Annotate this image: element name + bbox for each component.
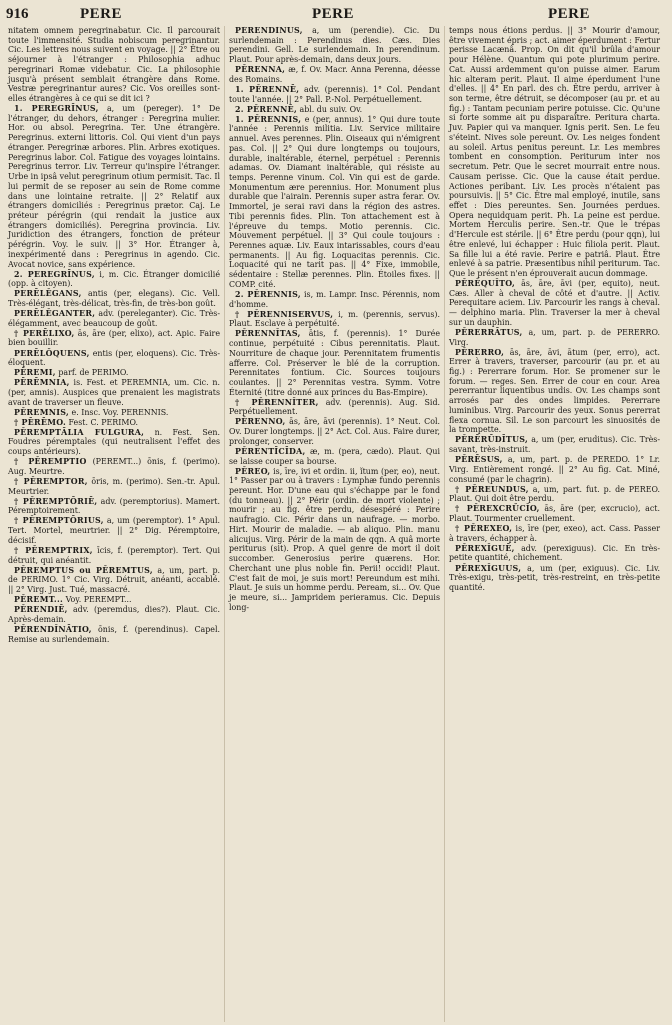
entry-definition: a, um (per, exiguus). Cic. Liv. Très-exigu, très-petit, très-restreint, en très-petite quantité. xyxy=(449,563,660,592)
entry-headword: PĔRENNA, xyxy=(235,65,286,75)
entry-headword: PĔRENDĬNUS, xyxy=(235,26,303,35)
running-headword-center: PERE xyxy=(312,6,355,22)
dictionary-entry xyxy=(8,270,220,289)
dictionary-entry xyxy=(229,398,440,417)
entry-headword: † PĔREXEO, xyxy=(455,524,513,534)
entry-definition: a, um, part. fut. p. de PEREO. Plaut. Qui doit être perdu. xyxy=(449,484,660,504)
dictionary-entry xyxy=(8,104,220,269)
running-headword-right: PERE xyxy=(548,6,591,22)
entry-definition: temps nous étions perdus. || 3° Mourir d'amour, être vivement épris ; act. aimer éperdument : Fertur perisse Lacænâ. Prop. On dit qu'il brûla d'amour pour Hélène. Quantum qui pote plurimum perire. Cat. Aussi ardemment qu'on puisse aimer. Earum hic alteram perit. Plaut. Il aime éperdument l'une d'elles. || 4° En parl. des ch. Être perdu, arriver à son terme, être détruit, se décomposer (au pr. et au fig.) : Tantam pecuniam perire potuisse. Cic. Qu'une si forte somme ait pu disparaître. Peritura charta. Juv. Papier qui va manquer. Ignis perit. Sen. Le feu s'éteint. Nives sole pereunt. Ov. Les neiges fondent au soleil. Artus penitus pereunt. Lr. Les membres tombent en consomption. Periturum inter nos secretum. Petr. Que le secret mourrait entre nous. Causam perisse. Cic. Que la cause était perdue. Actiones peribant. Liv. Les procès n'étaient pas poursuivis. || 5° Cic. Être mal employé, inutile, sans effet : Dies pereuntes. Sen. Journées perdues. Opera nequidquam perit. Ph. La peine est perdue. Mortem Herculis perire. Sen.-tr. Que le trépas d'Hercule est stérile. || 6° Être perdu (pour qqn), lui être enlevé, lui échapper : Huic filiola perit. Plaut. Sa fille lui a été ravie. Perire e patriâ. Plaut. Être enlevé à sa patrie. Præsentibus nihil periturum. Tac. Que le présent n'en éprouverait aucun dommage. xyxy=(449,26,660,278)
column-right xyxy=(444,26,664,1022)
dictionary-entry xyxy=(449,564,660,593)
dictionary-entry xyxy=(8,349,220,368)
entry-definition: is, īre (per, exeo), act. Cass. Passer à travers, échapper à. xyxy=(449,524,660,543)
dictionary-entry xyxy=(8,378,220,407)
entry-definition: īcis, f. (peremptor). Tert. Qui détruit, qui anéantit. xyxy=(8,545,221,565)
entry-definition: (PEREMT...) ōnis, f. (perimo). Aug. Meurtre. xyxy=(8,457,220,476)
page-number: 916 xyxy=(6,6,29,22)
entry-definition: adv. (perennis). 1° Col. Pendant toute l'année. || 2° Pall. P.-Nol. Perpétuellement. xyxy=(229,84,440,104)
dictionary-entry xyxy=(8,477,220,496)
entry-definition: a, um, part. p. de PERERRO. Virg. xyxy=(449,327,660,347)
dictionary-entry xyxy=(8,497,220,516)
dictionary-entry xyxy=(8,428,220,457)
dictionary-entry xyxy=(229,65,440,84)
dictionary-entry xyxy=(8,595,220,605)
entry-headword: 1. PĔRENNĒ, xyxy=(235,84,300,94)
text-columns xyxy=(4,26,668,1022)
entry-definition: adv. (pereleganter). Cic. Très-élégamment, avec beaucoup de goût. xyxy=(8,309,220,328)
entry-headword: PĔRENDIĒ, xyxy=(14,605,68,615)
dictionary-entry xyxy=(449,485,660,504)
running-headword-left: PERE xyxy=(80,6,123,22)
dictionary-entry xyxy=(229,115,440,290)
entry-definition: ās, āre, āvi (per, equito), neut. Cæs. Aller à cheval de côté et d'autre. || Activ. Perequitare aciem. Liv. Parcourir les rangs à cheval. — delphino maria. Plin. Traverser la mer à cheval sur un dauphin. xyxy=(449,278,660,327)
dictionary-entry xyxy=(229,447,440,466)
entry-headword: 2. PEREGRĪNUS, xyxy=(14,269,95,279)
dictionary-entry xyxy=(8,309,220,328)
entry-definition: abl. du suiv. Ov. xyxy=(299,104,363,114)
dictionary-entry xyxy=(8,457,220,476)
entry-headword: † PĒRĒMO. xyxy=(14,417,66,427)
dictionary-entry xyxy=(8,26,220,104)
entry-headword: 2. PĔRENNIS, xyxy=(235,289,301,299)
entry-headword: PĔREXĬGUĒ, xyxy=(455,543,515,553)
dictionary-entry xyxy=(229,26,440,65)
entry-headword: PĔRERRO, xyxy=(455,347,505,357)
entry-headword: † PĔREUNDUS, xyxy=(455,484,529,494)
entry-headword: † PĔREMPTŌRIĒ, xyxy=(14,496,98,506)
dictionary-entry xyxy=(229,105,440,115)
entry-headword: PĔREMNIS, xyxy=(14,407,70,417)
entry-headword: PĔRENNĬTAS, xyxy=(235,329,301,339)
dictionary-entry xyxy=(229,467,440,613)
entry-definition: i, m. (perennis, servus). Plaut. Esclave à perpétuité. xyxy=(229,309,441,329)
entry-definition: ās, āre, āvi, ātum (per, erro), act. Errer à travers, traverser, parcourir (au pr. et au fig.) : Pererrare forum. Hor. Se promener sur le forum. — reges. Sen. Errer de cour en cour. Area pererrantur liquentibus undis. Ov. Les champs sont arrosés par des ondes limpides. Pererrare luminibus. Virg. Parcourir des yeux. Sonus pererrat flexa cornua. Sil. Le son parcourt les sinuosités de la trompette. xyxy=(449,347,660,435)
dictionary-entry xyxy=(8,625,220,644)
entry-definition: ās, āre, āvi (perennis). 1° Neut. Col. Ov. Durer longtemps. || 2° Act. Col. Aus. Faire durer, prolonger, conserver. xyxy=(229,417,440,446)
entry-definition: antis (per, elegans). Cic. Vell. Très-élégant, très-délicat, très-fin, de très-bon goût. xyxy=(8,289,220,309)
entry-definition: ātis, f. (perennis). 1° Durée continue, perpétuité : Cibus perennitatis. Plaut. Nourriture de chaque jour. Perennitatem frumentis afferre. Col. Préserver le blé de la corruption. Perennitates fontium. Cic. Sources toujours coulantes. || 2° Perennitas vestra. Symm. Votre Éternité (titre donné aux princes du Bas-Empire). xyxy=(229,329,441,397)
entry-headword: † PĔREMPTŌRIUS, xyxy=(14,516,104,526)
entry-definition: Voy. PEREMPT... xyxy=(65,595,132,605)
entry-headword: † PĔREMPTRIX, xyxy=(14,545,93,555)
entry-headword: PĔRENTĪCĪDA, xyxy=(235,446,306,456)
dictionary-entry xyxy=(8,418,220,428)
dictionary-entry xyxy=(449,279,660,328)
entry-headword: PĔREXĬGUUS, xyxy=(455,563,522,573)
entry-definition: adv. (peremptorius). Mamert. Péremptoirement. xyxy=(8,496,220,516)
dictionary-entry xyxy=(449,435,660,454)
entry-definition: æ, f. Ov. Macr. Anna Perenna, déesse des Romains. xyxy=(229,65,440,84)
entry-headword: PĔREMPTĀLIA FULGURA, xyxy=(14,427,145,437)
entry-headword: PERĒLĔGANS, xyxy=(14,289,82,299)
dictionary-entry xyxy=(449,504,660,523)
entry-definition: is. Fest. et PEREMNIA, um. Cic. n. (per, amnis). Auspices que prenaient les magistrats avant de traverser un fleuve. xyxy=(8,378,220,407)
dictionary-entry xyxy=(229,417,440,446)
dictionary-entry xyxy=(229,329,440,397)
entry-headword: PĔRENNO, xyxy=(235,417,286,427)
entry-definition: ās, āre (per, elixo), act. Apic. Faire bien bouillir. xyxy=(8,328,220,348)
entry-headword: PĔRĒRŪDĪTUS, xyxy=(455,435,529,445)
dictionary-entry xyxy=(229,310,440,329)
dictionary-entry xyxy=(229,85,440,104)
entry-headword: † PĔRENNĬTER, xyxy=(235,397,319,407)
entry-definition: adv. (peremdus, dies?). Plaut. Cic. Après-demain. xyxy=(8,605,220,624)
entry-headword: † PĔREXCRŬCĬO, xyxy=(455,504,540,514)
entry-headword: PĒREMI, xyxy=(14,368,56,378)
entry-headword: PĔREMT... xyxy=(14,595,64,605)
dictionary-entry xyxy=(8,605,220,624)
entry-headword: PĔREMPTUS ou PĔREMTUS, xyxy=(14,565,153,575)
dictionary-entry xyxy=(229,290,440,309)
entry-definition: adv. (perexiguus). Cic. En très-petite quantité, chichement. xyxy=(449,543,660,563)
column-left xyxy=(4,26,224,1022)
dictionary-entry xyxy=(8,516,220,545)
entry-headword: PERĒLĔGANTER, xyxy=(14,309,96,319)
entry-headword: 2. PĔRENNĒ, xyxy=(235,104,297,114)
entry-headword: PERĒLŎQUENS, xyxy=(14,348,90,358)
entry-headword: † PĔREMPTIO xyxy=(14,457,87,467)
entry-headword: † PĔRENNISERVUS, xyxy=(235,309,334,319)
entry-definition: Fest. C. PERIMO. xyxy=(68,417,138,427)
dictionary-entry xyxy=(449,26,660,279)
entry-definition: æ, m. (pera, cædo). Plaut. Qui se laisse couper sa bourse. xyxy=(229,446,440,466)
entry-headword: PĔRENDĬNĀTIO, xyxy=(14,624,92,634)
entry-headword: 1. PĔRENNIS, xyxy=(235,114,302,124)
entry-definition: a, um (perendie). Cic. Du surlendemain : Perendinus dies. Cæs. Dies perendini. Gell. Le surlendemain. In perendinum. Plaut. Pour après-demain, dans deux jours. xyxy=(229,26,440,65)
entry-definition: a, um (pereger). 1° De l'étranger, du dehors, étranger : Peregrina mulier. Hor. ou absol. Peregrina. Ter. Une étrangère. Peregrinus. externi littoris. Col. Qui vient d'un pays étranger. Peregrinæ arbores. Plin. Arbres exotiques. Peregrinus labor. Col. Fatigue des voyages lointains. Peregrinus terror. Liv. Terreur qu'inspire l'étranger. Urbe in ipsâ velut peregrinum otium permisit. Tac. Il lui permit de se reposer au sein de Rome comme dans une lointaine retraite. || 2° Relatif aux étrangers domiciliés : Peregrinus prætor. Caj. Le préteur pérégrin (qui rendait la justice aux étrangers domiciliés). Peregrina provincia. Liv. Juridiction des étrangers, fonction de préteur pérégrin. Voy. le suiv. || 3° Hor. Étranger à, inexpérimenté dans : Peregrinus in agendo. Cic. Avocat novice, sans expérience. xyxy=(8,104,221,269)
entry-headword: PĒRĒMNIA, xyxy=(14,378,70,388)
entry-headword: PĔRERRĀTUS, xyxy=(455,327,523,337)
entry-headword: 1. PEREGRĪNUS, xyxy=(14,104,99,114)
entry-definition: i, m. Cic. Étranger domicilié (opp. à citoyen). xyxy=(8,269,220,289)
entry-definition: e. Insc. Voy. PERENNIS. xyxy=(71,407,169,417)
entry-definition: a, um (per, eruditus). Cic. Très-savant, très-instruit. xyxy=(449,435,660,455)
entry-headword: PĔRĔQUĬTO, xyxy=(455,278,515,288)
entry-definition: nitatem omnem peregrinabatur. Cic. Il parcourait toute l'immensité. Studia nobiscum peregrinantur. Cic. Les lettres nous suivent en voyage. || 2° Être ou séjourner à l'étranger : Philosophia adhuc peregrinari Romæ videbatur. Cic. La philosophie jusqu'à présent semblait étrangère dans Rome. Vestræ peregrinantur aures? Cic. Vos oreilles sont-elles étrangères à ce qui se dit ici ? xyxy=(8,26,220,104)
dictionary-entry xyxy=(449,524,660,543)
entry-headword: PĔREO, xyxy=(235,466,271,476)
entry-definition: entis (per, eloquens). Cic. Très-éloquent. xyxy=(8,348,220,368)
entry-definition: ōris, m. (perimo). Sen.-tr. Apul. Meurtrier. xyxy=(8,476,220,496)
dictionary-entry xyxy=(8,566,220,595)
entry-definition: a, um, part. p. de PERIMO. 1° Cic. Virg. Détruit, anéanti, accablé. || 2° Virg. Just. Tué, massacré. xyxy=(8,565,220,595)
dictionary-entry xyxy=(449,544,660,563)
entry-definition: is, īre, ivi et ordin. ii, ĭtum (per, eo), neut. 1° Passer par ou à travers : Lymphæ fundo perennis pereunt. Hor. D'une eau qui s'échappe par le fond (du tonneau). || 2° Périr (ordin. de mort violente) ; mourir ; au fig. être perdu, désespéré : Perire naufragio. Cic. Périr dans un naufrage. — morbo. Hirt. Mourir de maladie. — ab aliquo. Plin. manu alicujus. Virg. Périr de la main de qqn. A quâ morte periturus (sit). Prop. A quel genre de mort il doit succomber. Generosius perire quærens. Hor. Cherchant une plus noble fin. Perii! occidi! Plaut. C'est fait de moi, je suis mort! Pereundum est mihi. Plaut. Je suis un homme perdu. Peream, si... Ov. Que je meure, si... Jampridem perieramus. Cic. Depuis long- xyxy=(229,466,440,612)
dictionary-entry xyxy=(8,546,220,565)
column-middle xyxy=(224,26,444,1022)
dictionary-entry xyxy=(8,329,220,348)
entry-definition: a, um, part. p. de PEREDO. 1° Lr. Virg. Entièrement rongé. || 2° Au fig. Cat. Miné, consumé (par le chagrin). xyxy=(449,455,660,484)
entry-definition: e (per, annus). 1° Qui dure toute l'année : Perennis militia. Liv. Service militaire annuel. Aves perennes. Plin. Oiseaux qui n'émigrent pas. Col. || 2° Qui dure longtemps ou toujours, durable, inaltérable, éternel, perpétuel : Perennis adamas. Ov. Diamant inaltérable, qui résiste au temps. Perenne vinum. Col. Vin qui est de garde. Monumentum ære perennius. Hor. Monument plus durable que l'airain. Perennis super astra ferar. Ov. Immortel, je serai ravi dans la région des astres. Tibi perennis fides. Plin. Ton attachement est à l'épreuve du temps. Motio perennis. Cic. Mouvement perpétuel. || 3° Qui coule toujours : Perennes aquæ. Liv. Eaux intarissables, cours d'eau permanents. || Au fig. Loquacitas perennis. Cic. Loquacité qui ne tarit pas. || 4° Fixe, immobile, sédentaire : Stellæ perennes. Plin. Étoiles fixes. || COMP. cité. xyxy=(229,114,440,289)
entry-headword: PĔRĒSUS, xyxy=(455,455,503,465)
entry-definition: ās, āre (per, excrucio), act. Plaut. Tourmenter cruellement. xyxy=(449,504,660,524)
entry-definition: ōnis, f. (perendinus). Capel. Remise au surlendemain. xyxy=(8,624,221,644)
entry-definition: parf. de PERIMO. xyxy=(58,368,129,378)
entry-definition: adv. (perennis). Aug. Sid. Perpétuellement. xyxy=(229,397,441,417)
dictionary-entry xyxy=(449,348,660,435)
entry-definition: n. Fest. Sen. Foudres péremptales (qui neutralisent l'effet des coups antérieurs). xyxy=(8,427,220,457)
dictionary-entry xyxy=(8,408,220,418)
entry-headword: † PERĒLIXO, xyxy=(14,328,75,338)
entry-definition: a, um (peremptor). 1° Apul. Tert. Mortel, meurtrier. || 2° Dig. Péremptoire, décisif. xyxy=(8,516,220,545)
dictionary-entry xyxy=(8,368,220,378)
page-header xyxy=(6,4,666,26)
dictionary-entry xyxy=(8,289,220,308)
dictionary-entry xyxy=(449,328,660,347)
entry-definition: is, m. Lampr. Insc. Pérennis, nom d'homme. xyxy=(229,289,441,309)
dictionary-entry xyxy=(449,455,660,484)
entry-headword: † PĔREMPTOR, xyxy=(14,476,88,486)
